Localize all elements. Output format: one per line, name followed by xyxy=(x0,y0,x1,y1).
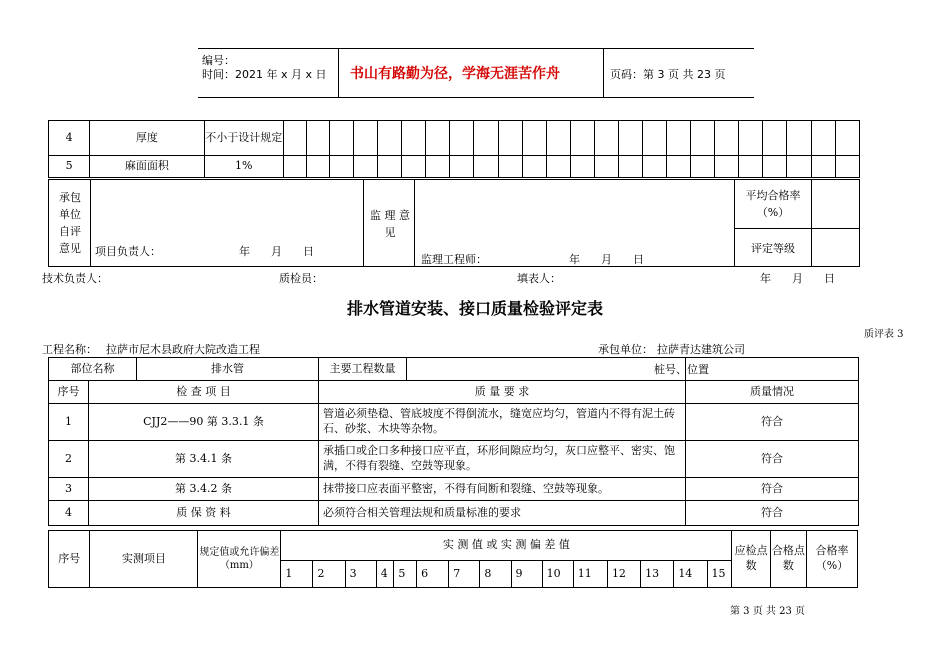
inspector-label: 质检员： xyxy=(279,272,323,285)
page-title: 排水管道安装、接口质量检验评定表 xyxy=(346,299,603,318)
measured-values-header: 实 测 值 或 实 测 偏 差 值 xyxy=(281,531,732,561)
row-seq: 4 xyxy=(49,121,90,156)
row-seq: 3 xyxy=(49,478,89,501)
table-row xyxy=(49,358,859,381)
supervision-engineer-label: 监理工程师： xyxy=(421,253,487,266)
quantity-label: 主要工程数量 xyxy=(319,358,407,381)
measure-number: 4 xyxy=(376,561,394,588)
table-row xyxy=(49,156,860,178)
project-name: 拉萨市尼木县政府大院改造工程 xyxy=(106,343,260,356)
form-number: 质评表 3 xyxy=(864,329,904,340)
tech-lead-label: 技术负责人： xyxy=(42,272,108,285)
measure-number: 12 xyxy=(607,561,640,588)
measure-header-table xyxy=(48,530,858,588)
row-status: 符合 xyxy=(686,404,859,441)
row-item: 厚度 xyxy=(90,121,204,156)
measure-item-header: 实测项目 xyxy=(90,531,198,588)
row-status: 符合 xyxy=(686,478,859,501)
table-row xyxy=(49,501,859,526)
col-seq-header: 序号 xyxy=(49,381,89,404)
measure-number: 3 xyxy=(345,561,376,588)
number-label: 编号： xyxy=(202,54,235,67)
measure-seq-header: 序号 xyxy=(49,531,90,588)
page-label: 页码：第 3 页 共 23 页 xyxy=(610,68,726,81)
supervision-label: 监 理 意 见 xyxy=(370,209,410,239)
table-row xyxy=(49,121,860,156)
page-footer: 第 3 页 共 23 页 xyxy=(730,606,805,617)
avg-pass-rate-label: 平均合格率（%） xyxy=(745,189,801,219)
col-status-header: 质量情况 xyxy=(686,381,859,404)
top-measure-table xyxy=(48,120,860,178)
contractor-name: 拉萨青达建筑公司 xyxy=(657,343,745,356)
table-row xyxy=(49,381,859,404)
row-requirement: 必须符合相关管理法规和质量标准的要求 xyxy=(319,501,686,526)
row-item: 第 3.4.1 条 xyxy=(89,441,319,478)
contractor-label: 承包单位： xyxy=(598,343,653,356)
row-requirement: 抹带接口应表面平整密，不得有间断和裂缝、空鼓等现象。 xyxy=(319,478,686,501)
row-item: 麻面面积 xyxy=(90,156,204,178)
row-seq: 5 xyxy=(49,156,90,178)
part-name-value: 排水管 xyxy=(137,358,319,381)
contractor-date: 年 月 日 xyxy=(239,245,314,258)
row-item: 质 保 资 料 xyxy=(89,501,319,526)
measure-number: 15 xyxy=(707,561,732,588)
measure-number: 7 xyxy=(449,561,480,588)
row-seq: 2 xyxy=(49,441,89,478)
table-row xyxy=(49,441,859,478)
measure-number: 14 xyxy=(674,561,707,588)
row-requirement: 承插口或企口多种接口应平直，环形间隙应均匀，灰口应整平、密实、饱满，不得有裂缝、空鼓等现象。 xyxy=(319,441,686,478)
measure-number: 8 xyxy=(480,561,511,588)
col-item-header: 检 查 项 目 xyxy=(89,381,319,404)
row-requirement: 管道必须垫稳、管底坡度不得倒流水，缝宽应均匀，管道内不得有泥土砖石、砂浆、木块等杂物。 xyxy=(319,404,686,441)
measure-number: 9 xyxy=(511,561,542,588)
station-label: 桩号、位置 xyxy=(654,363,709,376)
inspection-table xyxy=(48,357,859,526)
row-spec: 不小于设计规定 xyxy=(204,121,283,156)
measure-number: 10 xyxy=(542,561,573,588)
project-lead-label: 项目负责人： xyxy=(95,245,161,258)
row-status: 符合 xyxy=(686,441,859,478)
header-bar xyxy=(198,48,754,98)
measure-number: 13 xyxy=(641,561,674,588)
row-spec: 1% xyxy=(204,156,283,178)
opinion-block xyxy=(48,179,860,267)
tolerance-header: 规定值或允许偏差（mm） xyxy=(198,531,281,588)
measure-number: 5 xyxy=(394,561,417,588)
measure-number: 11 xyxy=(573,561,607,588)
pass-points-header: 合格点数 xyxy=(770,531,806,588)
table-row xyxy=(49,404,859,441)
measure-number: 6 xyxy=(417,561,449,588)
row-seq: 4 xyxy=(49,501,89,526)
signoff-date: 年 月 日 xyxy=(760,272,835,285)
row-item: 第 3.4.2 条 xyxy=(89,478,319,501)
slogan: 书山有路勤为径，学海无涯苦作舟 xyxy=(350,66,560,82)
station-cell xyxy=(407,358,709,381)
row-item: CJJ2——90 第 3.3.1 条 xyxy=(89,404,319,441)
time-label: 时间：2021 年 x 月 x 日 xyxy=(202,68,327,81)
row-status: 符合 xyxy=(686,501,859,526)
grade-label: 评定等级 xyxy=(751,242,795,255)
should-check-points-header: 应检点数 xyxy=(732,531,770,588)
row-seq: 1 xyxy=(49,404,89,441)
measure-number: 1 xyxy=(281,561,313,588)
project-name-label: 工程名称： xyxy=(42,343,97,356)
table-row xyxy=(49,478,859,501)
pass-rate-header: 合格率（%） xyxy=(807,531,858,588)
filler-label: 填表人： xyxy=(517,272,561,285)
supervision-date: 年 月 日 xyxy=(569,253,644,266)
part-name-label: 部位名称 xyxy=(49,358,137,381)
measure-number: 2 xyxy=(313,561,345,588)
contractor-opinion-label: 承包单位自评意见 xyxy=(59,191,81,255)
col-req-header: 质 量 要 求 xyxy=(319,381,686,404)
